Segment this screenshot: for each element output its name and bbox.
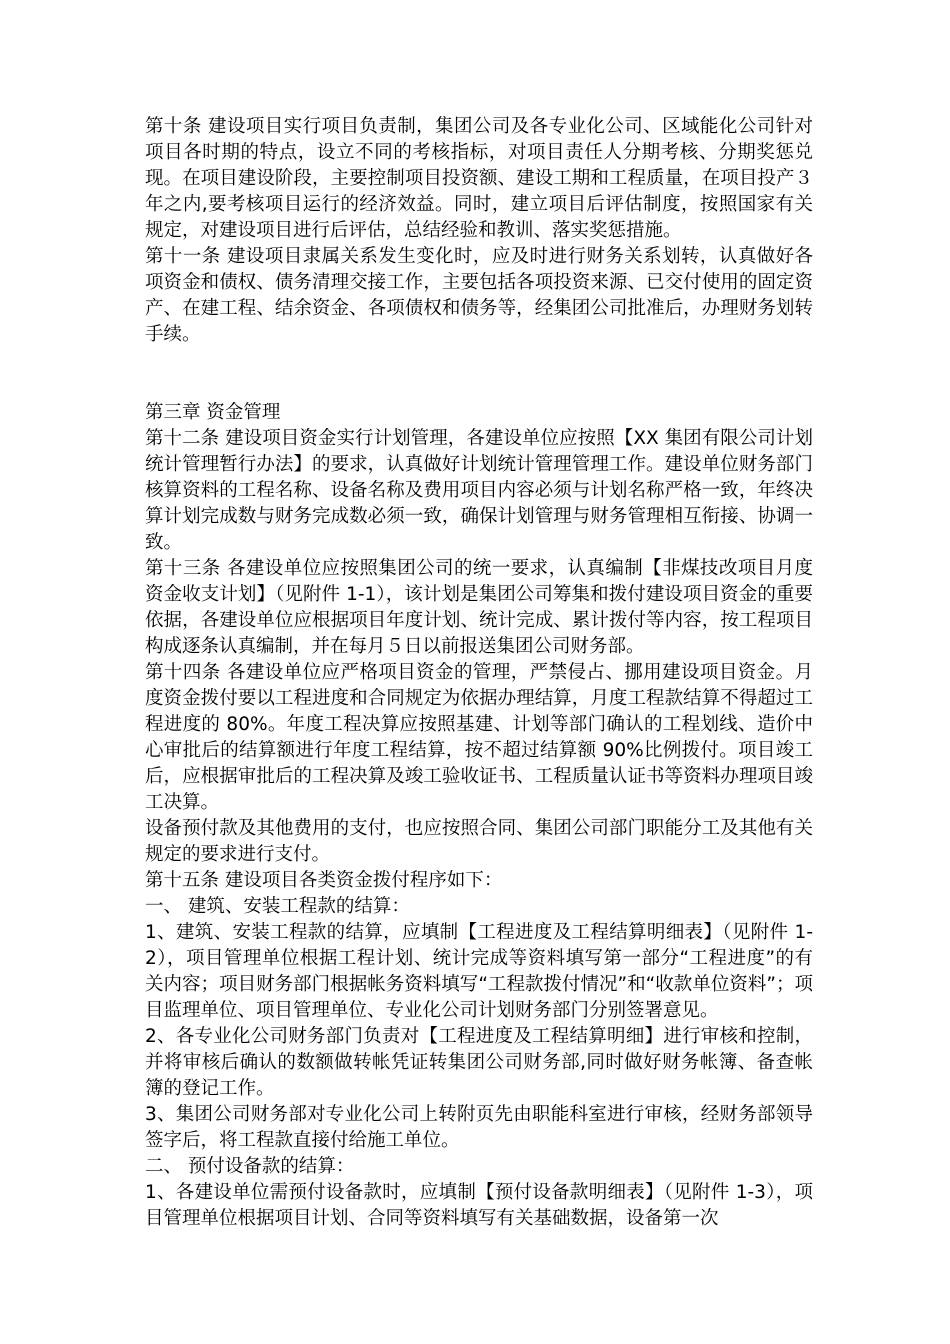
article-14: 第十四条 各建设单位应严格项目资金的管理，严禁侵占、挪用建设项目资金。月度资金拨付要以工程进度和合同规定为依据办理结算，月度工程款结算不得超过工程进度的 80%。年度工程决算应按照基建、计划等部门确认的工程划线、造价中心审批后的结算额进行年度工程结算，按不超过结算额 90%比例拨付。项目竣工后，应根据审批后的工程决算及竣工验收证书、工程质量认证书等资料办理项目竣工决算。 bbox=[145, 662, 813, 813]
section-2-item-1: 1、各建设单位需预付设备款时，应填制【预付设备款明细表】（见附件 1-3），项目管理单位根据项目计划、合同等资料填写有关基础数据，设备第一次 bbox=[145, 1182, 813, 1229]
section-1-item-1: 1、建筑、安装工程款的结算，应填制【工程进度及工程结算明细表】（见附件 1-2），项目管理单位根据工程计划、统计完成等资料填写第一部分“工程进度”的有关内容；项目财务部门根据帐务资料填写“工程款拨付情况”和“收款单位资料”；项目监理单位、项目管理单位、专业化公司计划财务部门分别签署意见。 bbox=[145, 922, 813, 1021]
document-body bbox=[145, 114, 813, 1232]
section-1-heading: 一、 建筑、安装工程款的结算： bbox=[145, 896, 410, 917]
article-13: 第十三条 各建设单位应按照集团公司的统一要求，认真编制【非煤技改项目月度资金收支计划】（见附件 1-1），该计划是集团公司筹集和拨付建设项目资金的重要依据，各建设单位应根据项目年度计划、统计完成、累计拨付等内容，按工程项目构成逐条认真编制，并在每月５日以前报送集团公司财务部。 bbox=[145, 558, 813, 657]
chapter-3-heading: 第三章 资金管理 bbox=[145, 402, 281, 423]
section-1-item-2: 2、各专业化公司财务部门负责对【工程进度及工程结算明细】进行审核和控制，并将审核后确认的数额做转帐凭证转集团公司财务部,同时做好财务帐簿、备查帐簿的登记工作。 bbox=[145, 1026, 813, 1099]
section-1-item-3: 3、集团公司财务部对专业化公司上转附页先由职能科室进行审核，经财务部领导签字后，将工程款直接付给施工单位。 bbox=[145, 1104, 813, 1151]
equipment-prepayment-paragraph: 设备预付款及其他费用的支付，也应按照合同、集团公司部门职能分工及其他有关规定的要求进行支付。 bbox=[145, 818, 813, 865]
section-gap bbox=[145, 348, 813, 400]
section-2-heading: 二、 预付设备款的结算： bbox=[145, 1156, 355, 1177]
article-10: 第十条 建设项目实行项目负责制，集团公司及各专业化公司、区域能化公司针对项目各时期的特点，设立不同的考核指标，对项目责任人分期考核、分期奖惩兑现。在项目建设阶段，主要控制项目投资额、建设工期和工程质量，在项目投产３年之内,要考核项目运行的经济效益。同时，建立项目后评估制度，按照国家有关规定，对建设项目进行后评估，总结经验和教训、落实奖惩措施。 bbox=[145, 116, 813, 241]
article-11: 第十一条 建设项目隶属关系发生变化时，应及时进行财务关系划转，认真做好各项资金和债权、债务清理交接工作，主要包括各项投资来源、已交付使用的固定资产、在建工程、结余资金、各项债权和债务等，经集团公司批准后，办理财务划转手续。 bbox=[145, 246, 813, 345]
article-15: 第十五条 建设项目各类资金拨付程序如下： bbox=[145, 870, 503, 891]
article-12: 第十二条 建设项目资金实行计划管理，各建设单位应按照【XX 集团有限公司计划统计管理暂行办法】的要求，认真做好计划统计管理管理工作。建设单位财务部门核算资料的工程名称、设备名称及费用项目内容必须与计划名称严格一致，年终决算计划完成数与财务完成数必须一致，确保计划管理与财务管理相互衔接、协调一致。 bbox=[145, 428, 813, 553]
